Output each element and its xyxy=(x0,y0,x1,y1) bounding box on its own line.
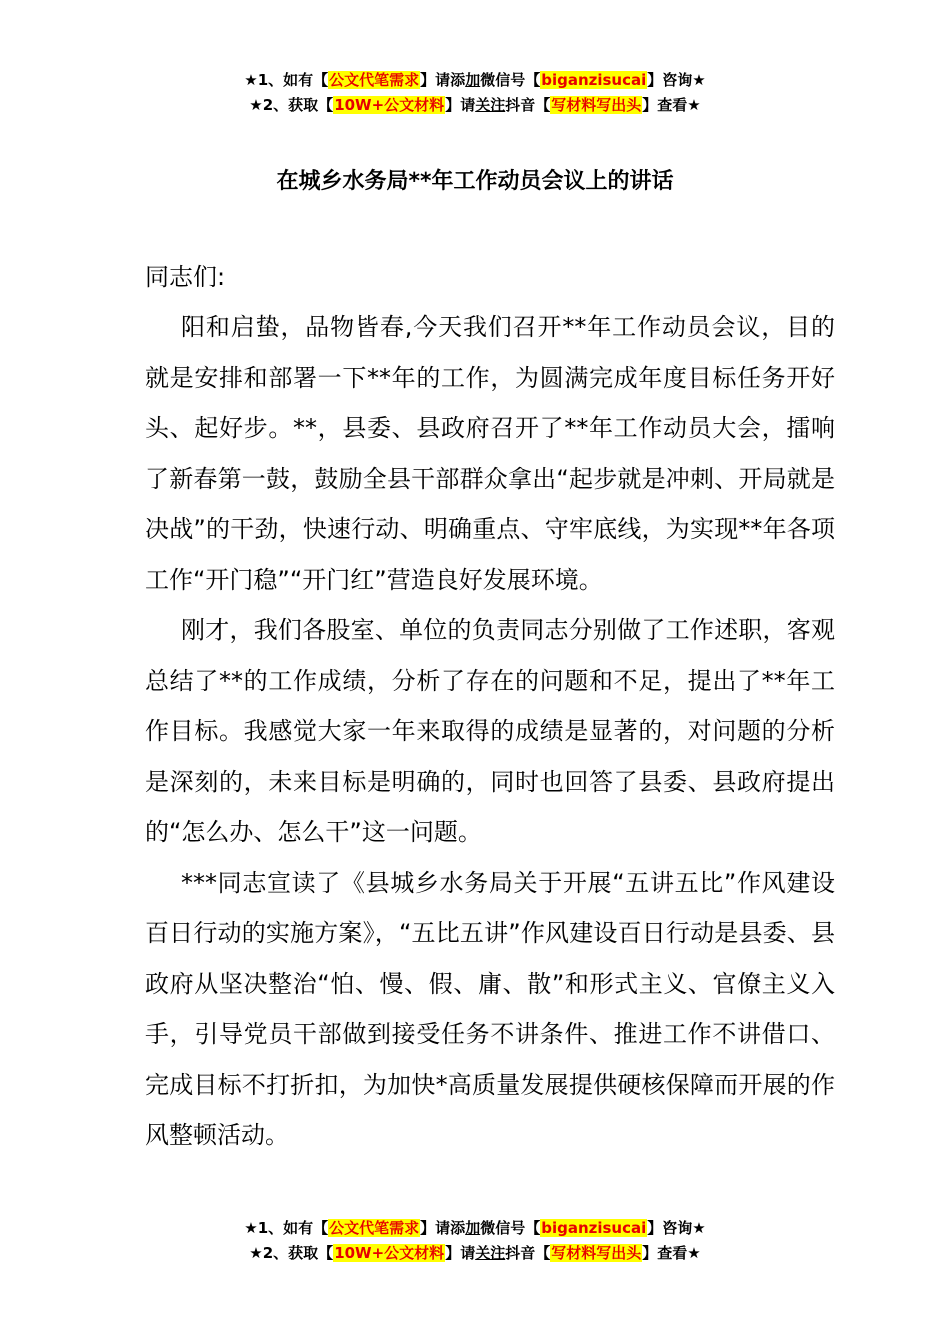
underlined-text: 关注 xyxy=(475,96,506,114)
banner-text: 】请添 xyxy=(420,1219,466,1237)
salutation: 同志们: xyxy=(145,263,226,291)
underlined-text: 加 xyxy=(465,1219,481,1237)
header-banner xyxy=(0,68,950,118)
document-title: 在城乡水务局**年工作动员会议上的讲话 xyxy=(276,169,674,194)
banner-text: 】请 xyxy=(445,1244,476,1262)
banner-line-2 xyxy=(0,1241,950,1266)
paragraph: ***同志宣读了《县城乡水务局关于开展“五讲五比”作风建设百日行动的实施方案》，“五比五讲”作风建设百日行动是县委、县政府从坚决整治“怕、慢、假、庸、散”和形式主义、官僚主义入手，引导党员干部做到接受任务不讲条件、推进工作不讲借口、完成目标不打折扣，为加快*高质量发展提供硬核保障而开展的作风整顿活动。 xyxy=(145,868,835,1149)
banner-text: 】查看★ xyxy=(642,1244,701,1262)
banner-text: ★1、如有【 xyxy=(244,71,329,89)
banner-text: ★2、获取【 xyxy=(249,1244,334,1262)
banner-line-2 xyxy=(0,93,950,118)
underlined-text: 关注 xyxy=(475,1244,506,1262)
highlight-materials: 10W+公文材料 xyxy=(334,1244,445,1262)
banner-text: 】请 xyxy=(445,96,476,114)
banner-text: ★2、获取【 xyxy=(249,96,334,114)
highlight-wechat-id: biganzisucai xyxy=(541,1219,647,1237)
highlight-materials: 10W+公文材料 xyxy=(334,96,445,114)
footer-banner xyxy=(0,1216,950,1266)
paragraph: 刚才，我们各股室、单位的负责同志分别做了工作述职，客观总结了**的工作成绩，分析了存在的问题和不足，提出了**年工作目标。我感觉大家一年来取得的成绩是显著的，对问题的分析是深刻的，未来目标是明确的，同时也回答了县委、县政府提出的“怎么办、怎么干”这一问题。 xyxy=(145,616,835,846)
banner-line-1 xyxy=(0,68,950,93)
banner-text: 】咨询★ xyxy=(647,71,706,89)
banner-text: 】查看★ xyxy=(642,96,701,114)
banner-text: 】请添 xyxy=(420,71,466,89)
banner-text: 抖音【 xyxy=(505,96,551,114)
banner-text: ★1、如有【 xyxy=(244,1219,329,1237)
highlight-douyin-account: 写材料写出头 xyxy=(551,96,642,114)
highlight-douyin-account: 写材料写出头 xyxy=(551,1244,642,1262)
highlight-wechat-id: biganzisucai xyxy=(541,71,647,89)
underlined-text: 加 xyxy=(465,71,481,89)
banner-line-1 xyxy=(0,1216,950,1241)
document-body xyxy=(145,302,835,1161)
paragraph: 阳和启蛰，品物皆春,今天我们召开**年工作动员会议，目的就是安排和部署一下**年的工作，为圆满完成年度目标任务开好头、起好步。**，县委、县政府召开了**年工作动员大会，擂响了新春第一鼓，鼓励全县干部群众拿出“起步就是冲刺、开局就是决战”的干劲，快速行动、明确重点、守牢底线，为实现**年各项工作“开门稳”“开门红”营造良好发展环境。 xyxy=(145,313,835,594)
banner-text: 】咨询★ xyxy=(647,1219,706,1237)
banner-text: 抖音【 xyxy=(505,1244,551,1262)
highlight-service: 公文代笔需求 xyxy=(329,1219,420,1237)
banner-text: 微信号【 xyxy=(480,1219,541,1237)
banner-text: 微信号【 xyxy=(480,71,541,89)
highlight-service: 公文代笔需求 xyxy=(329,71,420,89)
